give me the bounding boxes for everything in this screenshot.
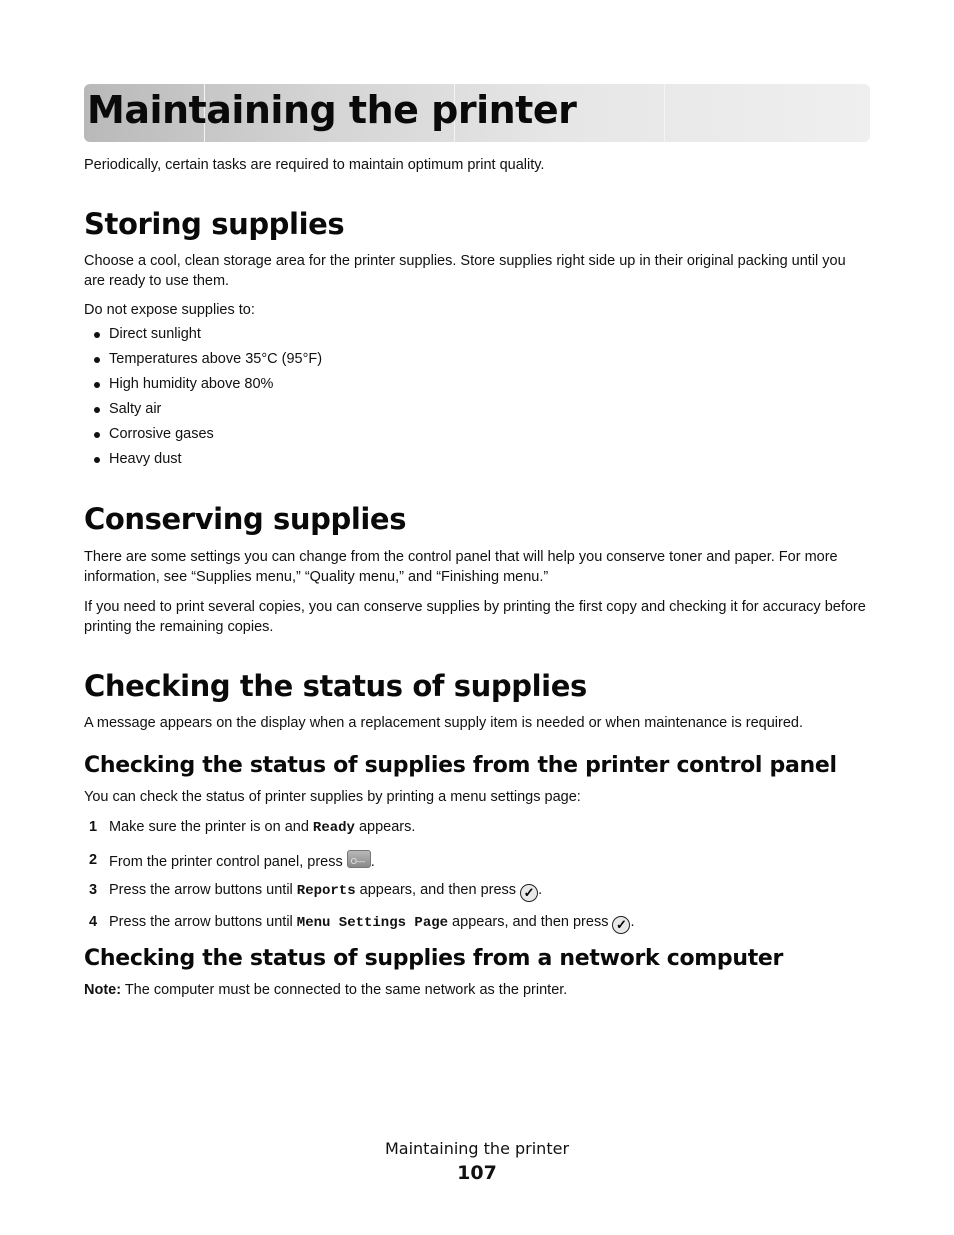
control-panel-intro: You can check the status of printer supplies by printing a menu settings page: (84, 789, 581, 805)
list-item: Heavy dust (84, 447, 870, 472)
list-item: Corrosive gases (84, 422, 870, 447)
menu-key-icon (347, 850, 371, 868)
ready-code: Ready (312, 820, 355, 836)
bullet-icon (94, 407, 100, 413)
list-item: Direct sunlight (84, 322, 870, 347)
network-note (84, 980, 870, 1000)
heading-conserving-supplies: Conserving supplies (84, 502, 407, 536)
page-footer (0, 1138, 954, 1186)
bullet-icon (94, 382, 100, 388)
bullet-icon (94, 432, 100, 438)
menu-settings-page-code: Menu Settings Page (296, 915, 449, 931)
list-item: Temperatures above 35°C (95°F) (84, 347, 870, 372)
storing-bullet-list (84, 322, 870, 472)
bullet-icon (94, 357, 100, 363)
storing-paragraph-2: Do not expose supplies to: (84, 302, 255, 318)
storing-paragraph-1: Choose a cool, clean storage area for the printer supplies. Store supplies right side up in their original packing until you are ready to use them. (84, 253, 846, 289)
footer-section-title: Maintaining the printer (384, 1139, 570, 1158)
checking-paragraph-1: A message appears on the display when a replacement supply item is needed or when maintenance is required. (84, 715, 803, 731)
bullet-icon (94, 457, 100, 463)
list-item: High humidity above 80% (84, 372, 870, 397)
control-panel-steps (84, 817, 870, 942)
heading-check-from-network: Checking the status of supplies from a network computer (84, 946, 784, 971)
checkmark-select-icon: ✓ (612, 916, 630, 934)
note-label: Note: (84, 982, 122, 998)
heading-checking-status: Checking the status of supplies (84, 669, 587, 703)
reports-code: Reports (296, 883, 356, 899)
list-item: Salty air (84, 397, 870, 422)
chapter-title-band (84, 84, 870, 142)
step-item: 1 Make sure the printer is on and Ready appears. (89, 819, 416, 836)
checkmark-select-icon: ✓ (520, 884, 538, 902)
conserving-paragraph-2: If you need to print several copies, you can conserve supplies by printing the first copy and checking it for accuracy before printing the remaining copies. (84, 599, 866, 635)
intro-text: Periodically, certain tasks are required to maintain optimum print quality. (84, 157, 545, 173)
heading-storing-supplies: Storing supplies (84, 207, 345, 241)
page-content (84, 84, 870, 1000)
step-item: 4 Press the arrow buttons until Menu Settings Page appears, and then press ✓ . (89, 914, 635, 932)
bullet-icon (94, 332, 100, 338)
conserving-paragraph-1: There are some settings you can change from the control panel that will help you conserve toner and paper. For more information, see “Supplies menu,” “Quality menu,” and “Finishing menu.” (84, 549, 838, 585)
chapter-title: Maintaining the printer (87, 88, 577, 132)
note-text: The computer must be connected to the same network as the printer. (121, 982, 568, 998)
heading-check-from-control-panel: Checking the status of supplies from the printer control panel (84, 753, 837, 778)
step-item: 3 Press the arrow buttons until Reports appears, and then press ✓ . (89, 882, 543, 900)
step-item: 2 From the printer control panel, press O—. (84, 850, 870, 880)
page-number: 107 (457, 1162, 497, 1184)
